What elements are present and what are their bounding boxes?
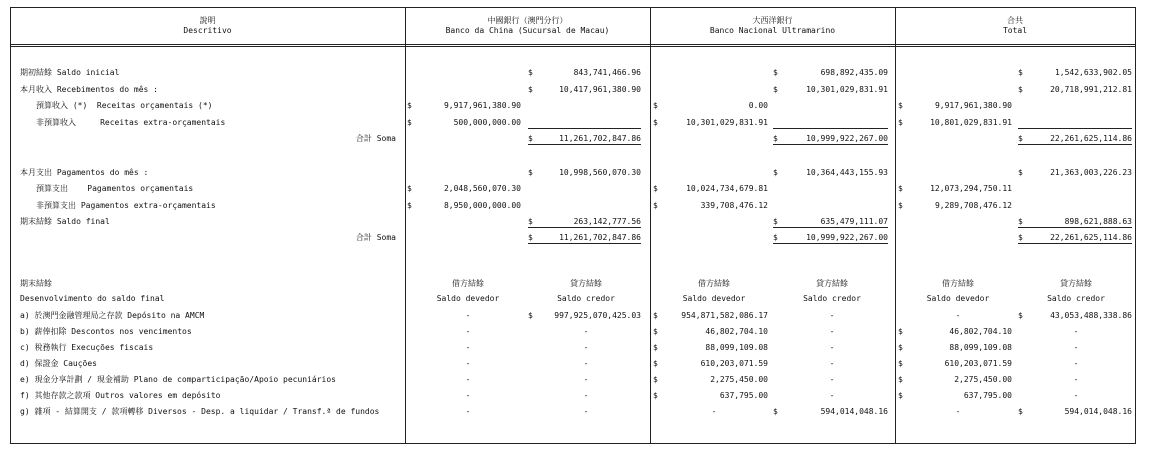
boc-receitas-extra: 500,000,000.00 xyxy=(453,118,521,127)
financial-statement-table xyxy=(10,7,1136,444)
row-label-pagamentos-extra: 非預算支出 Pagamentos extra-orçamentais xyxy=(36,201,216,210)
header-boc-zh: 中國銀行（澳門分行） xyxy=(487,16,568,25)
section-label-pt: Desenvolvimento do saldo final xyxy=(20,294,165,303)
row-label-saldo-final: 期末結餘 Saldo final xyxy=(20,217,110,226)
empty-value-dash: - xyxy=(583,327,589,336)
currency-symbol: $ xyxy=(773,168,778,177)
empty-value-dash: - xyxy=(955,407,961,416)
bnu-receitas-orcamentais: 0.00 xyxy=(748,101,768,110)
bnu-recebimentos: 10,301,029,831.91 xyxy=(806,85,888,94)
currency-symbol: $ xyxy=(898,391,903,400)
currency-symbol: $ xyxy=(898,359,903,368)
header-boc-pt: Banco da China (Sucursal de Macau) xyxy=(445,26,610,35)
row-label: c) 稅務執行 Execuções fiscais xyxy=(20,343,154,352)
total-soma: 22,261,625,114.86 xyxy=(1050,134,1132,143)
total-receitas-orcamentais: 9,917,961,380.90 xyxy=(934,101,1012,110)
currency-symbol: $ xyxy=(1018,68,1023,77)
currency-symbol: $ xyxy=(1018,168,1023,177)
bnu-credor-pt: Saldo credor xyxy=(803,294,861,303)
row-label-soma: 合計 Soma xyxy=(355,134,396,143)
currency-symbol: $ xyxy=(528,168,533,177)
currency-symbol: $ xyxy=(898,327,903,336)
total-soma-final: 22,261,625,114.86 xyxy=(1050,233,1132,242)
boc-soma: 11,261,702,847.86 xyxy=(559,134,641,143)
empty-value-dash: - xyxy=(829,375,835,384)
bnu-credor-zh: 貸方結餘 xyxy=(816,279,848,288)
boc-saldo-inicial: 843,741,466.96 xyxy=(573,68,641,77)
bnu-soma-final: 10,999,922,267.00 xyxy=(806,233,888,242)
amount-cell: 610,203,071.59 xyxy=(944,359,1012,368)
underline xyxy=(528,128,641,129)
underline xyxy=(528,144,641,145)
total-credor-zh: 貸方結餘 xyxy=(1060,279,1092,288)
currency-symbol: $ xyxy=(898,375,903,384)
header-separator-2 xyxy=(10,46,1136,47)
empty-value-dash: - xyxy=(829,343,835,352)
row-label-pagamentos-orcamentais: 預算支出 Pagamentos orçamentais xyxy=(36,184,194,193)
currency-symbol: $ xyxy=(653,391,658,400)
empty-value-dash: - xyxy=(1073,391,1079,400)
underline xyxy=(773,227,888,228)
currency-symbol: $ xyxy=(653,327,658,336)
boc-pagamentos: 10,998,560,070.30 xyxy=(559,168,641,177)
currency-symbol: $ xyxy=(1018,311,1023,320)
empty-value-dash: - xyxy=(1073,327,1079,336)
header-bnu-pt: Banco Nacional Ultramarino xyxy=(709,26,836,35)
boc-devedor-pt: Saldo devedor xyxy=(436,294,500,303)
row-label: f) 其他存款之款項 Outros valores em depósito xyxy=(20,391,221,400)
bnu-pagamentos-extra: 339,708,476.12 xyxy=(700,201,768,210)
empty-value-dash: - xyxy=(465,375,471,384)
bnu-devedor-pt: Saldo devedor xyxy=(682,294,746,303)
boc-pagamentos-extra: 8,950,000,000.00 xyxy=(443,201,521,210)
boc-pagamentos-orcamentais: 2,048,560,070.30 xyxy=(443,184,521,193)
row-label-soma: 合計 Soma xyxy=(355,233,396,242)
bnu-soma: 10,999,922,267.00 xyxy=(806,134,888,143)
empty-value-dash: - xyxy=(465,327,471,336)
currency-symbol: $ xyxy=(528,85,533,94)
currency-symbol: $ xyxy=(773,233,778,242)
amount-cell: 43,053,488,338.86 xyxy=(1050,311,1132,320)
row-label-pagamentos: 本月支出 Pagamentos do mês : xyxy=(20,168,149,177)
empty-value-dash: - xyxy=(829,311,835,320)
total-credor-pt: Saldo credor xyxy=(1047,294,1105,303)
amount-cell: 594,014,048.16 xyxy=(820,407,888,416)
bnu-receitas-extra: 10,301,029,831.91 xyxy=(686,118,768,127)
column-divider-3 xyxy=(895,7,896,444)
empty-value-dash: - xyxy=(465,311,471,320)
currency-symbol: $ xyxy=(1018,233,1023,242)
currency-symbol: $ xyxy=(528,233,533,242)
currency-symbol: $ xyxy=(528,68,533,77)
underline xyxy=(1018,144,1132,145)
bnu-pagamentos: 10,364,443,155.93 xyxy=(806,168,888,177)
currency-symbol: $ xyxy=(653,311,658,320)
row-label: d) 保證金 Cauções xyxy=(20,359,97,368)
underline xyxy=(528,227,641,228)
row-label: g) 雜項 - 結算開支 / 款項轉移 Diversos - Desp. a liquidar / Transf.ª de fundos xyxy=(20,407,380,416)
underline xyxy=(1018,227,1132,228)
currency-symbol: $ xyxy=(898,101,903,110)
amount-cell: 46,802,704.10 xyxy=(949,327,1012,336)
currency-symbol: $ xyxy=(898,201,903,210)
amount-cell: 46,802,704.10 xyxy=(705,327,768,336)
underline xyxy=(773,128,888,129)
amount-cell: 637,795.00 xyxy=(719,391,768,400)
header-total-zh: 合共 xyxy=(1007,16,1023,25)
currency-symbol: $ xyxy=(898,118,903,127)
currency-symbol: $ xyxy=(653,118,658,127)
boc-credor-pt: Saldo credor xyxy=(557,294,615,303)
currency-symbol: $ xyxy=(773,68,778,77)
header-separator-1 xyxy=(10,44,1136,45)
amount-cell: 997,925,070,425.03 xyxy=(554,311,641,320)
currency-symbol: $ xyxy=(773,217,778,226)
currency-symbol: $ xyxy=(407,184,412,193)
currency-symbol: $ xyxy=(653,201,658,210)
total-recebimentos: 20,718,991,212.81 xyxy=(1050,85,1132,94)
header-total-pt: Total xyxy=(1002,26,1028,35)
boc-recebimentos: 10,417,961,380.90 xyxy=(559,85,641,94)
currency-symbol: $ xyxy=(773,85,778,94)
amount-cell: 88,099,109.08 xyxy=(705,343,768,352)
row-label-recebimentos: 本月收入 Recebimentos do mês : xyxy=(20,85,158,94)
empty-value-dash: - xyxy=(955,311,961,320)
row-label-saldo-inicial: 期初結餘 Saldo inicial xyxy=(20,68,120,77)
empty-value-dash: - xyxy=(583,375,589,384)
amount-cell: 2,275,450.00 xyxy=(710,375,768,384)
amount-cell: 610,203,071.59 xyxy=(700,359,768,368)
boc-soma-final: 11,261,702,847.86 xyxy=(559,233,641,242)
currency-symbol: $ xyxy=(1018,217,1023,226)
amount-cell: 88,099,109.08 xyxy=(949,343,1012,352)
header-descritivo-zh: 說明 xyxy=(199,16,216,25)
currency-symbol: $ xyxy=(407,201,412,210)
currency-symbol: $ xyxy=(653,343,658,352)
total-saldo-final: 898,621,888.63 xyxy=(1064,217,1132,226)
empty-value-dash: - xyxy=(829,359,835,368)
header-descritivo-pt: Descritivo xyxy=(183,26,232,35)
currency-symbol: $ xyxy=(898,343,903,352)
row-label-receitas-extra: 非預算收入 Receitas extra-orçamentais xyxy=(36,118,226,127)
empty-value-dash: - xyxy=(829,391,835,400)
empty-value-dash: - xyxy=(465,359,471,368)
empty-value-dash: - xyxy=(1073,359,1079,368)
boc-receitas-orcamentais: 9,917,961,380.90 xyxy=(443,101,521,110)
currency-symbol: $ xyxy=(653,184,658,193)
currency-symbol: $ xyxy=(1018,407,1023,416)
currency-symbol: $ xyxy=(773,407,778,416)
empty-value-dash: - xyxy=(711,407,717,416)
bnu-saldo-final: 635,479,111.07 xyxy=(820,217,888,226)
empty-value-dash: - xyxy=(829,327,835,336)
empty-value-dash: - xyxy=(465,391,471,400)
underline xyxy=(773,144,888,145)
currency-symbol: $ xyxy=(1018,85,1023,94)
empty-value-dash: - xyxy=(583,359,589,368)
bnu-saldo-inicial: 698,892,435.09 xyxy=(820,68,888,77)
row-label: b) 薪俸扣除 Descontos nos vencimentos xyxy=(20,327,192,336)
currency-symbol: $ xyxy=(773,134,778,143)
currency-symbol: $ xyxy=(653,375,658,384)
total-pagamentos: 21,363,003,226.23 xyxy=(1050,168,1132,177)
table-border-left xyxy=(10,7,11,444)
empty-value-dash: - xyxy=(465,343,471,352)
total-saldo-inicial: 1,542,633,902.05 xyxy=(1054,68,1132,77)
total-devedor-zh: 借方結餘 xyxy=(942,279,974,288)
amount-cell: 637,795.00 xyxy=(963,391,1012,400)
amount-cell: 954,871,582,086.17 xyxy=(681,311,768,320)
empty-value-dash: - xyxy=(583,343,589,352)
empty-value-dash: - xyxy=(583,407,589,416)
currency-symbol: $ xyxy=(407,101,412,110)
empty-value-dash: - xyxy=(1073,375,1079,384)
empty-value-dash: - xyxy=(465,407,471,416)
total-pagamentos-extra: 9,289,708,476.12 xyxy=(934,201,1012,210)
underline xyxy=(528,243,641,244)
column-divider-2 xyxy=(650,7,651,444)
boc-devedor-zh: 借方結餘 xyxy=(452,279,484,288)
section-label-zh: 期末結餘 xyxy=(20,279,52,288)
empty-value-dash: - xyxy=(583,391,589,400)
amount-cell: 594,014,048.16 xyxy=(1064,407,1132,416)
currency-symbol: $ xyxy=(528,134,533,143)
row-label: a) 於澳門金融管理局之存款 Depósito na AMCM xyxy=(20,311,205,320)
table-border-right xyxy=(1135,7,1136,444)
row-label: e) 現金分享計劃 / 現金補助 Plano de comparticipação/Apoio pecuniários xyxy=(20,375,337,384)
underline xyxy=(1018,243,1132,244)
underline xyxy=(773,243,888,244)
empty-value-dash: - xyxy=(1073,343,1079,352)
total-devedor-pt: Saldo devedor xyxy=(926,294,990,303)
currency-symbol: $ xyxy=(528,217,533,226)
bnu-devedor-zh: 借方結餘 xyxy=(698,279,730,288)
bnu-pagamentos-orcamentais: 10,024,734,679.81 xyxy=(686,184,768,193)
underline xyxy=(1018,128,1132,129)
currency-symbol: $ xyxy=(407,118,412,127)
currency-symbol: $ xyxy=(653,101,658,110)
column-divider-1 xyxy=(405,7,406,444)
row-label-receitas-orcamentais: 預算收入 (*) Receitas orçamentais (*) xyxy=(36,101,213,110)
total-receitas-extra: 10,801,029,831.91 xyxy=(930,118,1012,127)
table-border-bottom xyxy=(10,443,1136,444)
boc-credor-zh: 貸方結餘 xyxy=(570,279,602,288)
header-bnu-zh: 大西洋銀行 xyxy=(752,16,793,25)
currency-symbol: $ xyxy=(898,184,903,193)
amount-cell: 2,275,450.00 xyxy=(954,375,1012,384)
currency-symbol: $ xyxy=(653,359,658,368)
currency-symbol: $ xyxy=(528,311,533,320)
boc-saldo-final: 263,142,777.56 xyxy=(573,217,641,226)
currency-symbol: $ xyxy=(1018,134,1023,143)
table-border-top xyxy=(10,7,1136,8)
total-pagamentos-orcamentais: 12,073,294,750.11 xyxy=(930,184,1012,193)
